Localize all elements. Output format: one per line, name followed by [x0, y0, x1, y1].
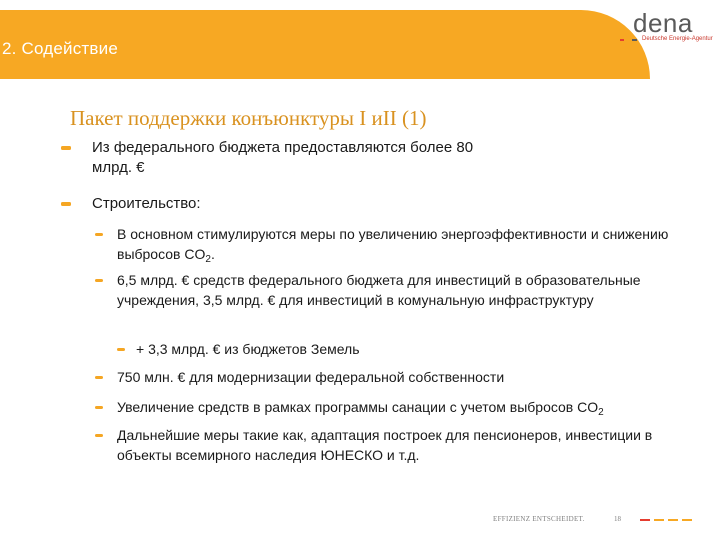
sub-bullet-federal-property: 750 млн. € для модернизации федеральной собственности [117, 369, 505, 385]
sub-bullet-marker [95, 434, 103, 437]
page-number: 18 [614, 515, 621, 523]
slide-title: Пакет поддержки конъюнктуры I иII (1) [70, 106, 427, 130]
sub-bullet-marker [95, 376, 103, 379]
sub-bullet-marker [95, 279, 103, 282]
sub-bullet-renovation-program: Увеличение средств в рамках программы санации с учетом выбросов $CO_2$ [117, 399, 604, 418]
sub-bullet-marker [95, 233, 103, 236]
sub-bullet-further-measures: Дальнейшие меры такие как, адаптация построек для пенсионеров, инвестиции в объекты всемирного наследия ЮНЕСКО и т.д. [117, 427, 653, 463]
footer-dashes [640, 519, 696, 521]
logo-tagline: Deutsche Energie-Agentur [642, 36, 713, 42]
logo-dashes [620, 39, 638, 41]
footer-slogan: EFFIZIENZ ENTSCHEIDET. [493, 515, 585, 523]
logo-wordmark: dena [633, 8, 693, 38]
bullet-marker [61, 146, 71, 150]
section-title: 2. Содействие [2, 39, 118, 58]
sub-bullet-energy-efficiency: В основном стимулируются меры по увеличению энергоэффективности и снижению выбросов $CO_2$. [117, 226, 669, 265]
sub-bullet-lander-budgets: + 3,3 млрд. € из бюджетов Земель [136, 341, 360, 357]
sub-bullet-marker [95, 406, 103, 409]
bullet-marker [61, 202, 71, 206]
bullet-construction: Строительство: [92, 195, 201, 212]
dena-logo [612, 8, 713, 52]
sub-bullet-education-investment: 6,5 млрд. € средств федерального бюджета для инвестиций в образовательные учреждения, 3,5 млрд. € для инвестиций в комунальную инфраструктуру [117, 272, 641, 308]
header-band [0, 10, 650, 79]
sub-sub-bullet-marker [117, 348, 125, 351]
bullet-federal-budget: Из федерального бюджета предоставляются более 80 млрд. € [92, 139, 474, 176]
